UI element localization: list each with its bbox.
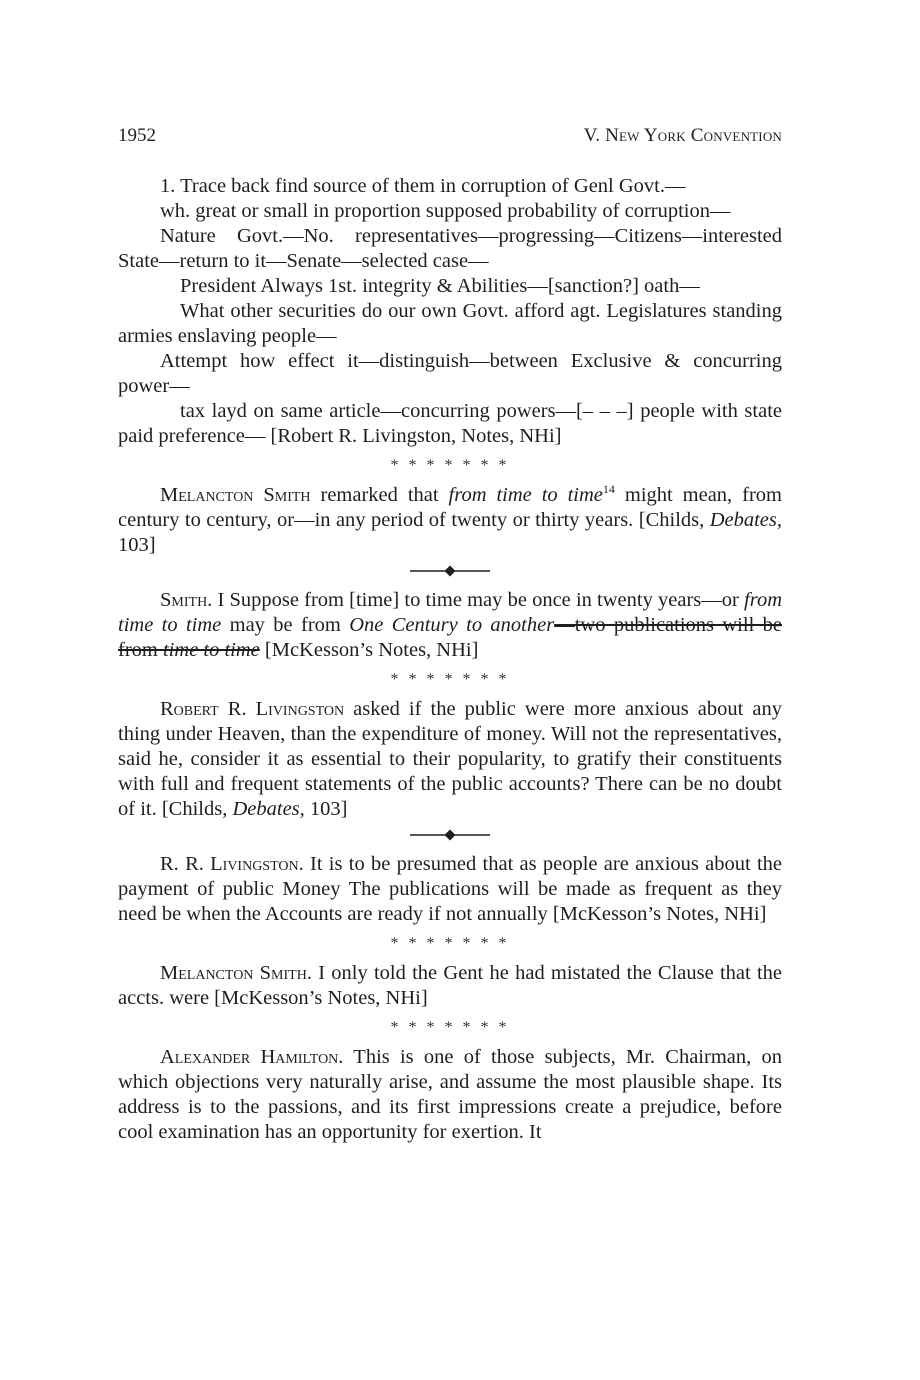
struck-text: —two publications will be from [118,614,782,661]
livingston-notes [118,174,782,449]
smith-mckesson-paragraph-2 [118,961,782,1011]
diamond-rule-icon [410,564,490,578]
note-line: tax layd on same article—concurring powers—[– – –] people with state paid preference— [Robert R. Livingston, Notes, NHi] [118,400,782,447]
asterisk-separator: * * * * * * * [390,935,510,952]
speaker-name: Melancton Smith [160,484,311,506]
italic-phrase: from time to time [448,484,603,506]
text: may be from [221,614,350,636]
speaker-name: Melancton Smith. [160,962,312,984]
text: 103] [304,798,348,820]
smith-childs-paragraph [118,483,782,558]
speaker-name: R. R. Livingston. [160,853,304,875]
asterisk-separator: * * * * * * * [390,1019,510,1036]
speaker-name: Smith. [160,589,213,611]
text: asked if the public were more anxious about any thing under Heaven, than the expenditure of money. Will not the representatives, said he, consider it as essential to their popularity, to gratify their constituents with full and frequent statements of the public accounts? There can be no doubt of it. [Childs, [118,698,782,820]
text: I Suppose from [time] to time may be once in twenty years—or [212,589,745,611]
note-line: What other securities do our own Govt. afford agt. Legislatures standing armies enslaving people— [118,300,782,347]
text: 103] [118,534,156,556]
footnote-ref: 14 [602,482,615,497]
note-line: wh. great or small in proportion supposed probability of corruption— [160,200,731,222]
source-title: Debates, [232,798,305,820]
diamond-rule [118,564,782,578]
asterisk-separator: * * * * * * * [390,671,510,688]
text: might mean, from century to century, or—in any period of twenty or thirty years. [Childs, [118,484,782,531]
italic-phrase: from time to time [118,589,782,636]
hamilton-paragraph [118,1045,782,1145]
page [118,124,782,1145]
text: This is one of those subjects, Mr. Chairman, on which objections very naturally arise, and assume the most plausible shape. Its address is to the passions, and its first impressions create a prejudice, before cool examination has an opportunity for exertion. It [118,1046,782,1143]
speaker-name: Robert R. Livingston [160,698,345,720]
italic-phrase: One Century to another [349,614,555,636]
page-number: 1952 [118,125,156,146]
livingston-childs-paragraph [118,697,782,822]
source-title: Debates, [709,509,782,531]
note-line: President Always 1st. integrity & Abilities—[sanction?] oath— [180,275,700,297]
note-line: Attempt how effect it—distinguish—between Exclusive & concurring power— [118,350,782,397]
speaker-name: Alexander Hamilton. [160,1046,344,1068]
note-line: Nature Govt.—No. representatives—progressing—Citizens—interested State—return to it—Senate—selected case— [118,225,782,272]
diamond-rule-icon [410,828,490,842]
struck-italic-text: time to time [162,639,260,661]
text: I only told the Gent he had mistated the Clause that the accts. were [McKesson’s Notes, NHi] [118,962,782,1009]
note-line: 1. Trace back find source of them in corruption of Genl Govt.— [160,175,686,197]
asterisk-separator: * * * * * * * [390,457,510,474]
text: It is to be presumed that as people are anxious about the payment of public Money The publications will be made as frequent as they need be when the Accounts are ready if not annually [McKesson’s Notes, NHi] [118,853,782,925]
text: remarked that [310,484,449,506]
running-header [118,124,782,148]
text: [McKesson’s Notes, NHi] [259,639,479,661]
smith-mckesson-paragraph [118,588,782,663]
running-title: V. New York Convention [583,125,782,146]
diamond-rule [118,828,782,842]
livingston-mckesson-paragraph [118,852,782,927]
